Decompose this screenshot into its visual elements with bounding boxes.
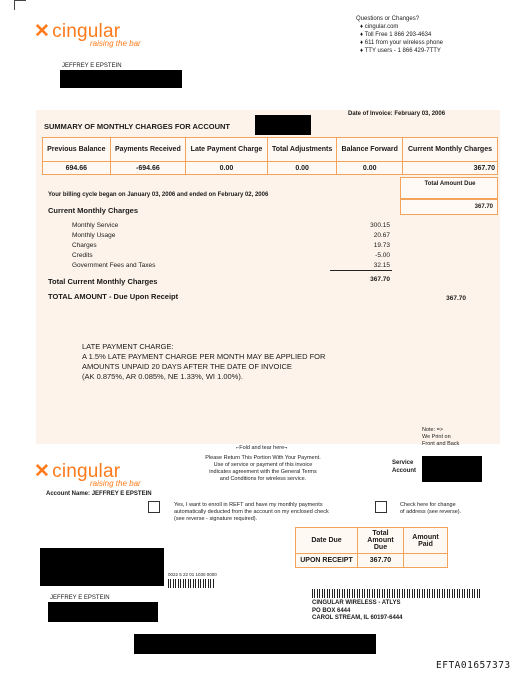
charge-label: Credits	[72, 252, 93, 259]
date-due-header: Date Due	[296, 528, 358, 554]
contact-line: ♦ 611 from your wireless phone	[360, 40, 443, 46]
late-payment-notice: LATE PAYMENT CHARGE: A 1.5% LATE PAYMENT CHARGE PER MONTH MAY BE APPLIED FOR AMOUNTS UNPAID 20 DAYS AFTER THE DATE OF INVOICE (AK 0.875%, AR 0.085%, NE 1.33%, WI 1.00%).	[82, 342, 326, 381]
reft-enroll-text: Yes, I want to enroll in REFT and have my monthly payments automatically deducted from the account on my enclosed check (see reverse - signature required).	[174, 502, 329, 522]
address-change-text: Check here for change of address (see reverse).	[400, 502, 462, 515]
summary-value: 0.00	[267, 162, 337, 175]
payment-table	[295, 527, 448, 568]
redaction-block	[60, 70, 182, 88]
amount-paid-field[interactable]	[404, 554, 448, 568]
charge-label: Government Fees and Taxes	[72, 262, 156, 269]
current-charges-heading: Current Monthly Charges	[48, 206, 139, 215]
remit-barcode	[312, 589, 480, 598]
total-due-header: Total Amount Due	[358, 528, 404, 554]
service-label: Service	[392, 460, 414, 466]
reft-enroll-checkbox[interactable]	[148, 501, 160, 513]
redaction-block	[134, 634, 376, 654]
contact-line: ♦ TTY users - 1 866 429-7TTY	[360, 48, 441, 54]
account-name: Account Name: JEFFREY E EPSTEIN	[46, 491, 152, 497]
col-header: Balance Forward	[337, 138, 403, 162]
redaction-block	[48, 602, 158, 622]
contact-title: Questions or Changes?	[356, 16, 420, 22]
total-due-value-box: 367.70	[400, 199, 498, 215]
redaction-block	[255, 115, 311, 135]
redaction-block	[422, 456, 482, 482]
total-amount-label: TOTAL AMOUNT - Due Upon Receipt	[48, 292, 179, 301]
total-due-header: Total Amount Due	[400, 177, 498, 199]
summary-title: SUMMARY OF MONTHLY CHARGES FOR ACCOUNT	[44, 122, 230, 131]
total-current-amount: 367.70	[370, 276, 390, 283]
summary-value: -694.66	[110, 162, 186, 175]
charge-amount: 20.67	[373, 232, 390, 239]
charge-label: Monthly Service	[72, 222, 119, 229]
charge-amount: 300.15	[370, 222, 390, 229]
redaction-block	[40, 548, 164, 586]
account-label: Account	[392, 468, 416, 474]
scan-code: 0022 5 22 01 1030 0000	[168, 572, 217, 577]
postal-barcode	[168, 579, 214, 588]
brand-tagline: raising the bar	[90, 39, 141, 48]
customer-name: JEFFREY E EPSTEIN	[62, 63, 122, 69]
contact-line: ♦ cingular.com	[360, 24, 399, 30]
charge-amount: 32.15	[373, 262, 390, 269]
summary-value: 367.70	[403, 162, 498, 175]
total-current-label: Total Current Monthly Charges	[48, 277, 158, 286]
col-header: Payments Received	[110, 138, 186, 162]
col-header: Previous Balance	[43, 138, 111, 162]
total-amount-value: 367.70	[446, 295, 466, 302]
print-note: Note: => We Print on Front and Back	[422, 427, 460, 447]
col-header: Total Adjustments	[267, 138, 337, 162]
summary-value: 0.00	[186, 162, 268, 175]
total-due-value: 367.70	[358, 554, 404, 568]
col-header: Late Payment Charge	[186, 138, 268, 162]
invoice-date: Date of Invoice: February 03, 2006	[348, 111, 446, 117]
charge-label: Charges	[72, 242, 97, 249]
charge-amount: 19.73	[373, 242, 390, 249]
summary-value: 0.00	[337, 162, 403, 175]
charge-label: Monthly Usage	[72, 232, 116, 239]
date-due-value: UPON RECEIPT	[296, 554, 358, 568]
charge-amount: -5.00	[375, 252, 390, 259]
cingular-x-icon: ✕	[34, 461, 51, 482]
brand-logo: ✕ cingular raising the bar	[34, 21, 141, 48]
cingular-x-icon: ✕	[34, 21, 51, 42]
billing-cycle: Your billing cycle began on January 03, 2006 and ended on February 02, 2006	[48, 192, 269, 198]
contact-line: ♦ Toll Free 1 866 293-4634	[360, 32, 432, 38]
crop-mark	[14, 0, 15, 10]
remit-address: CINGULAR WIRELESS - ATLYS PO BOX 6444 CAROL STREAM, IL 60197-6444	[312, 600, 403, 621]
contact-info	[356, 15, 496, 55]
remit-brand-logo: ✕ cingular raising the bar	[34, 461, 141, 488]
summary-value: 694.66	[43, 162, 111, 175]
amount-paid-header: Amount Paid	[404, 528, 448, 554]
return-instructions: Please Return This Portion With Your Payment. Use of service or payment of this invoice indicates agreement with the General Terms and Conditions for wireless service.	[205, 455, 321, 482]
col-header: Current Monthly Charges	[403, 138, 498, 162]
subtotal-rule	[330, 270, 392, 271]
summary-table	[42, 137, 498, 175]
fold-instruction: ⌐Fold and tear here¬	[236, 445, 288, 451]
mailing-name: JEFFREY E EPSTEIN	[50, 595, 110, 601]
crop-mark	[14, 0, 26, 1]
document-id: EFTA01657373	[436, 660, 511, 671]
address-change-checkbox[interactable]	[375, 501, 387, 513]
